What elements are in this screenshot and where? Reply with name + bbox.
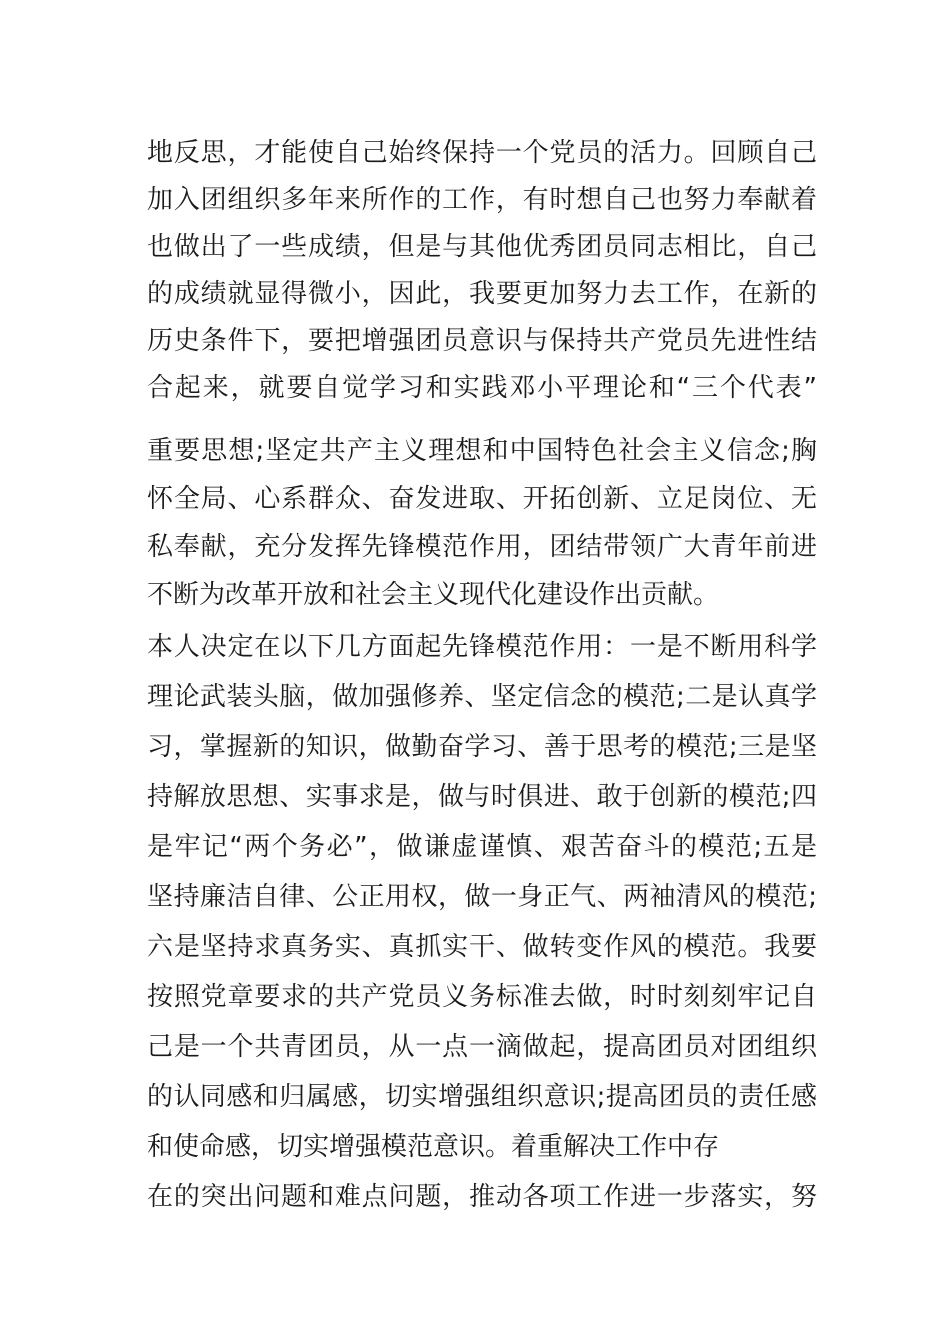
text-line: 合起来，就要自觉学习和实践邓小平理论和“三个代表”: [147, 373, 817, 403]
text-line: 的成绩就显得微小，因此，我要更加努力去工作，在新的: [147, 279, 817, 309]
text-line: 怀全局、心系群众、奋发进取、开拓创新、立足岗位、无: [147, 484, 817, 514]
text-line: 和使命感，切实增强模范意识。着重解决工作中存: [147, 1132, 720, 1162]
text-line: 私奉献，充分发挥先锋模范作用，团结带领广大青年前进: [147, 532, 817, 562]
text-line: 本人决定在以下几方面起先锋模范作用：一是不断用科学: [147, 632, 817, 662]
text-line: 地反思，才能使自己始终保持一个党员的活力。回顾自己: [147, 138, 817, 168]
text-line: 历史条件下，要把增强团员意识与保持共产党员先进性结: [147, 326, 817, 356]
text-line: 加入团组织多年来所作的工作，有时想自己也努力奉献着: [147, 185, 817, 215]
text-line: 持解放思想、实事求是，做与时俱进、敢于创新的模范;四: [147, 782, 817, 812]
text-line: 坚持廉洁自律、公正用权，做一身正气、两袖清风的模范;: [147, 882, 817, 912]
text-line: 的认同感和归属感，切实增强组织意识;提高团员的责任感: [147, 1082, 817, 1112]
text-line: 也做出了一些成绩，但是与其他优秀团员同志相比，自己: [147, 232, 817, 262]
text-line: 习，掌握新的知识，做勤奋学习、善于思考的模范;三是坚: [147, 732, 817, 762]
text-line: 己是一个共青团员，从一点一滴做起，提高团员对团组织: [147, 1032, 817, 1062]
text-line: 重要思想;坚定共产主义理想和中国特色社会主义信念;胸: [147, 436, 817, 466]
text-line: 在的突出问题和难点问题，推动各项工作进一步落实，努: [147, 1182, 817, 1212]
text-line: 不断为改革开放和社会主义现代化建设作出贡献。: [147, 580, 720, 610]
text-line: 理论武装头脑，做加强修养、坚定信念的模范;二是认真学: [147, 682, 817, 712]
text-line: 是牢记“两个务必”，做谦虚谨慎、艰苦奋斗的模范;五是: [147, 832, 817, 862]
text-line: 按照党章要求的共产党员义务标准去做，时时刻刻牢记自: [147, 982, 817, 1012]
text-line: 六是坚持求真务实、真抓实干、做转变作风的模范。我要: [147, 932, 817, 962]
